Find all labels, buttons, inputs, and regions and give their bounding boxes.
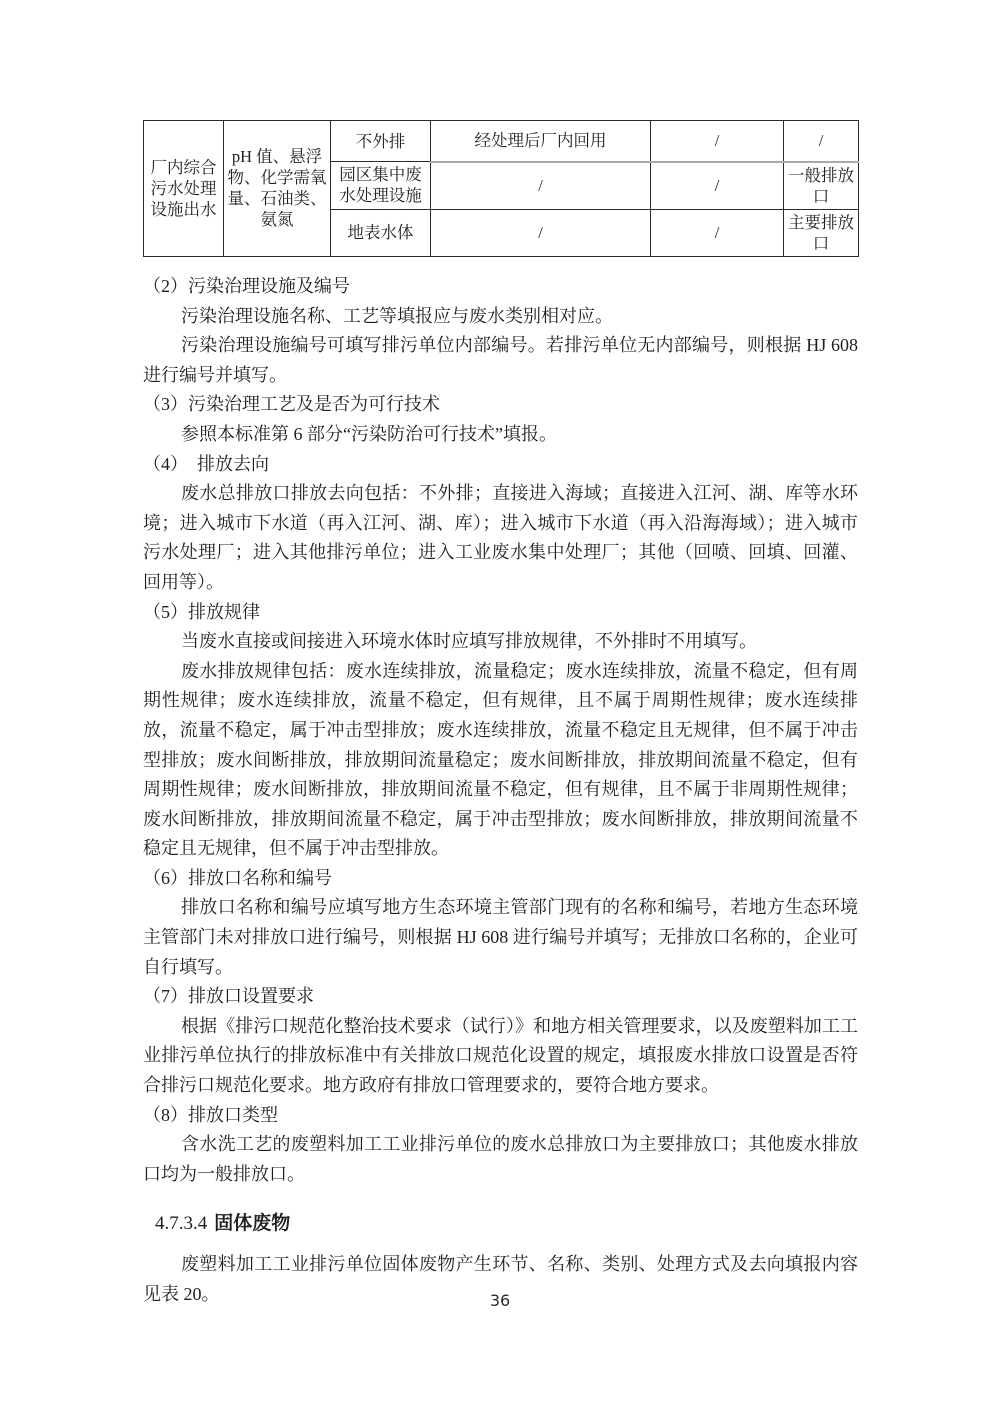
table-cell-pollutant-types: pH 值、悬浮物、化学需氧量、石油类、氨氮 bbox=[224, 121, 331, 257]
table-cell-blank-3: / bbox=[651, 209, 784, 256]
table-cell-outlet-type-1: / bbox=[784, 121, 859, 162]
page-number: 36 bbox=[489, 1291, 511, 1310]
clause-7-heading: （7）排放口设置要求 bbox=[143, 986, 314, 1007]
clause-4-heading: （4） 排放去向 bbox=[143, 453, 269, 474]
table-cell-destination-2: 园区集中废水处理设施 bbox=[331, 162, 431, 210]
clause-2-paragraph-2: 污染治理设施编号可填写排污单位内部编号。若排污单位无内部编号，则根据 HJ 608 进行编号并填写。 bbox=[143, 335, 858, 385]
clause-3-paragraph-1: 参照本标准第 6 部分“污染防治可行技术”填报。 bbox=[181, 423, 557, 444]
table-cell-wastewater-category: 厂内综合污水处理设施出水 bbox=[144, 121, 224, 257]
clause-6-paragraph-1: 排放口名称和编号应填写地方生态环境主管部门现有的名称和编号，若地方生态环境主管部门未对排放口进行编号，则根据 HJ 608 进行编号并填写；无排放口名称的，企业可自行填写。 bbox=[143, 897, 858, 977]
table-cell-treatment-3: / bbox=[431, 209, 651, 256]
table-cell-blank-1: / bbox=[651, 121, 784, 162]
section-number: 4.7.3.4 bbox=[155, 1213, 208, 1235]
clause-5-heading: （5）排放规律 bbox=[143, 601, 260, 622]
clause-5-paragraph-1: 当废水直接或间接进入环境水体时应填写排放规律，不外排时不用填写。 bbox=[181, 631, 757, 652]
clause-4-paragraph-1: 废水总排放口排放去向包括：不外排；直接进入海域；直接进入江河、湖、库等水环境；进入城市下水道（再入江河、湖、库）；进入城市下水道（再入沿海海域）；进入城市污水处理厂；进入其他排污单位；进入工业废水集中处理厂；其他（回喷、回填、回灌、回用等）。 bbox=[143, 483, 858, 592]
section-title: 固体废物 bbox=[214, 1213, 291, 1235]
clause-2-paragraph-1: 污染治理设施名称、工艺等填报应与废水类别相对应。 bbox=[181, 305, 613, 326]
table-cell-blank-2: / bbox=[651, 162, 784, 210]
table-cell-outlet-type-2: 一般排放口 bbox=[784, 162, 859, 210]
clause-2-heading: （2）污染治理设施及编号 bbox=[143, 276, 350, 296]
wastewater-outlet-table bbox=[143, 120, 859, 257]
table-cell-treatment-1: 经处理后厂内回用 bbox=[431, 121, 651, 162]
table-cell-destination-1: 不外排 bbox=[331, 121, 431, 162]
clause-6-heading: （6）排放口名称和编号 bbox=[143, 867, 332, 888]
table-cell-destination-3: 地表水体 bbox=[331, 209, 431, 256]
clause-5-paragraph-2: 废水排放规律包括：废水连续排放，流量稳定；废水连续排放，流量不稳定，但有周期性规律；废水连续排放，流量不稳定，但有规律，且不属于周期性规律；废水连续排放，流量不稳定，属于冲击型排放；废水连续排放，流量不稳定且无规律，但不属于冲击型排放；废水间断排放，排放期间流量稳定；废水间断排放，排放期间流量不稳定，但有周期性规律；废水间断排放，排放期间流量不稳定，但有规律，且不属于非周期性规律；废水间断排放，排放期间流量不稳定，属于冲击型排放；废水间断排放，排放期间流量不稳定且无规律，但不属于冲击型排放。 bbox=[143, 660, 858, 859]
clause-8-heading: （8）排放口类型 bbox=[143, 1104, 278, 1125]
section-heading-4734 bbox=[143, 1210, 858, 1238]
clause-7-paragraph-1: 根据《排污口规范化整治技术要求（试行）》和地方相关管理要求，以及废塑料加工工业排污单位执行的排放标准中有关排放口规范化设置的规定，填报废水排放口设置是否符合排污口规范化要求。地方政府有排放口管理要求的，要符合地方要求。 bbox=[143, 1015, 858, 1096]
table-cell-outlet-type-3: 主要排放口 bbox=[784, 209, 859, 256]
clause-3-heading: （3）污染治理工艺及是否为可行技术 bbox=[143, 394, 440, 415]
document-body bbox=[143, 272, 858, 1310]
table-cell-treatment-2: / bbox=[431, 162, 651, 210]
section-4734-paragraph: 废塑料加工工业排污单位固体废物产生环节、名称、类别、处理方式及去向填报内容见表 20。 bbox=[143, 1254, 858, 1304]
clause-8-paragraph-1: 含水洗工艺的废塑料加工工业排污单位的废水总排放口为主要排放口；其他废水排放口均为一般排放口。 bbox=[143, 1134, 858, 1184]
